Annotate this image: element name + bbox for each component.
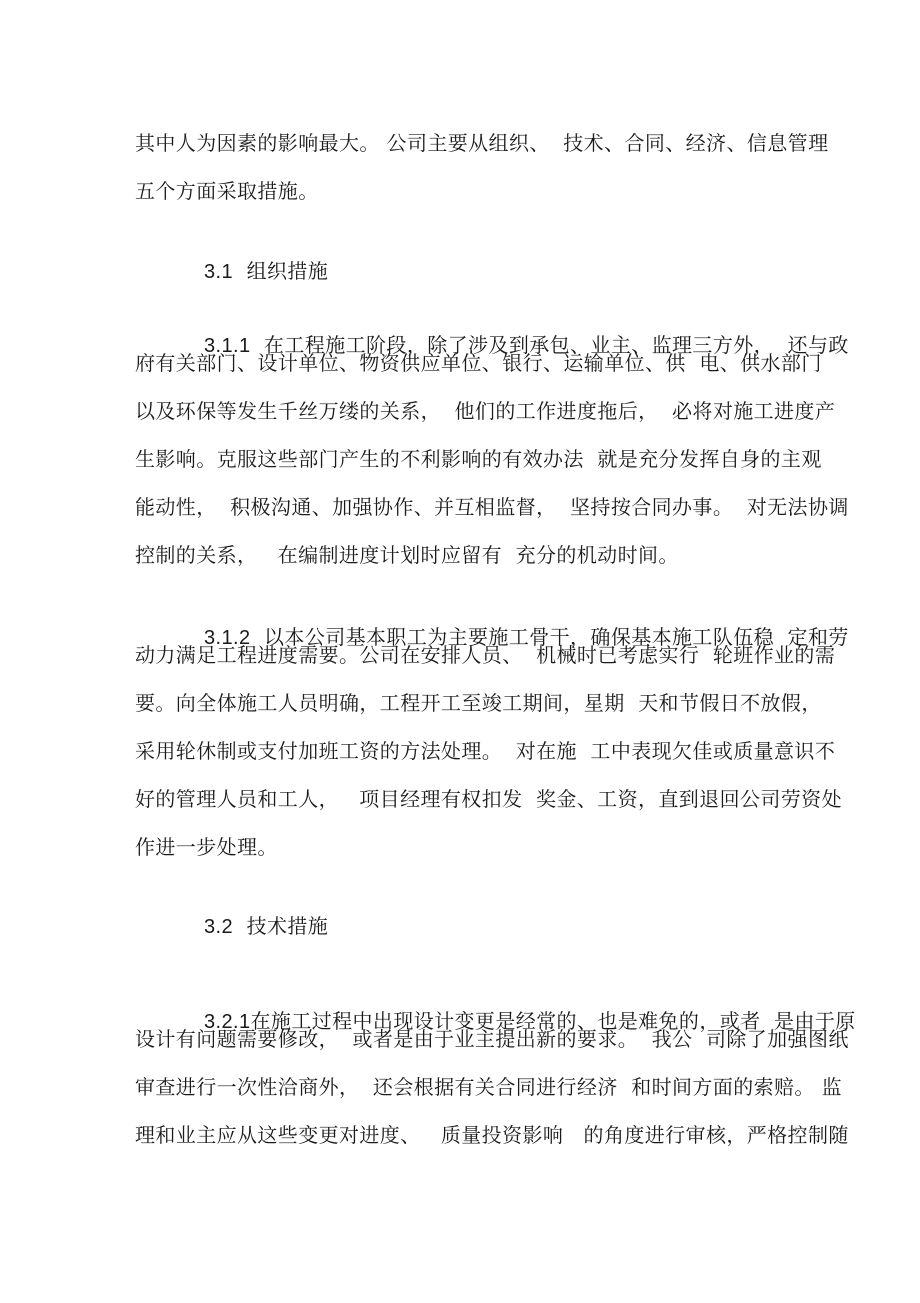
section-number: 3.2 <box>204 916 234 938</box>
paragraph-line: 作进一步处理。 <box>135 835 278 859</box>
paragraph-line: 能动性， 积极沟通、加强协作、并互相监督， 坚持按合同办事。 对无法协调 <box>135 495 849 519</box>
paragraph-line: 要。向全体施工人员明确，工程开工至竣工期间，星期 天和节假日不放假， <box>135 691 822 715</box>
paragraph-line: 生影响。克服这些部门产生的不利影响的有效办法 就是充分发挥自身的主观 <box>135 447 822 471</box>
clause-number: 3.2.1 <box>204 1011 251 1033</box>
clause-number: 3.1.2 <box>204 627 251 649</box>
clause-number: 3.1.1 <box>204 335 251 357</box>
paragraph-line: 理和业主应从这些变更对进度、 质量投资影响 的角度进行审核，严格控制随 <box>135 1123 849 1147</box>
paragraph-line: 其中人为因素的影响最大。 公司主要从组织、 技术、合同、经济、信息管理 <box>135 131 829 155</box>
paragraph-line: 好的管理人员和工人， 项目经理有权扣发 奖金、工资，直到退回公司劳资处 <box>135 787 842 811</box>
section-heading-3-2 <box>177 881 827 972</box>
paragraph-line: 控制的关系， 在编制进度计划时应留有 充分的机动时间。 <box>135 543 679 567</box>
paragraph-text: 在工程施工阶段，除了涉及到承包、业主、监理三方外， 还与政 <box>264 333 849 357</box>
paragraph-text: 在施工过程中出现设计变更是经常的、也是难免的，或者 是由于原 <box>250 1009 856 1033</box>
paragraph-text: 以本公司基本职工为主要施工骨干，确保基本施工队伍稳 定和劳 <box>264 625 849 649</box>
paragraph-line: 设计有问题需要修改， 或者是由于业主提出新的要求。 我公 司除了加强图纸 <box>135 1027 849 1051</box>
paragraph-line: 以及环保等发生千丝万缕的关系， 他们的工作进度拖后， 必将对施工进度产 <box>135 399 836 423</box>
paragraph-line: 动力满足工程进度需要。公司在安排人员、 机械时已考虑实行 轮班作业的需 <box>135 643 836 667</box>
section-title: 组织措施 <box>246 259 329 283</box>
paragraph-line: 五个方面采取措施。 <box>135 179 319 203</box>
section-title: 技术措施 <box>246 914 329 938</box>
paragraph-line: 审查进行一次性洽商外， 还会根据有关合同进行经济 和时间方面的索赔。 监 <box>135 1075 842 1099</box>
section-number: 3.1 <box>204 261 234 283</box>
paragraph-line: 府有关部门、设计单位、物资供应单位、银行、运输单位、供 电、供水部门 <box>135 351 822 375</box>
paragraph-line: 采用轮休制或支付加班工资的方法处理。 对在施 工中表现欠佳或质量意识不 <box>135 739 836 763</box>
